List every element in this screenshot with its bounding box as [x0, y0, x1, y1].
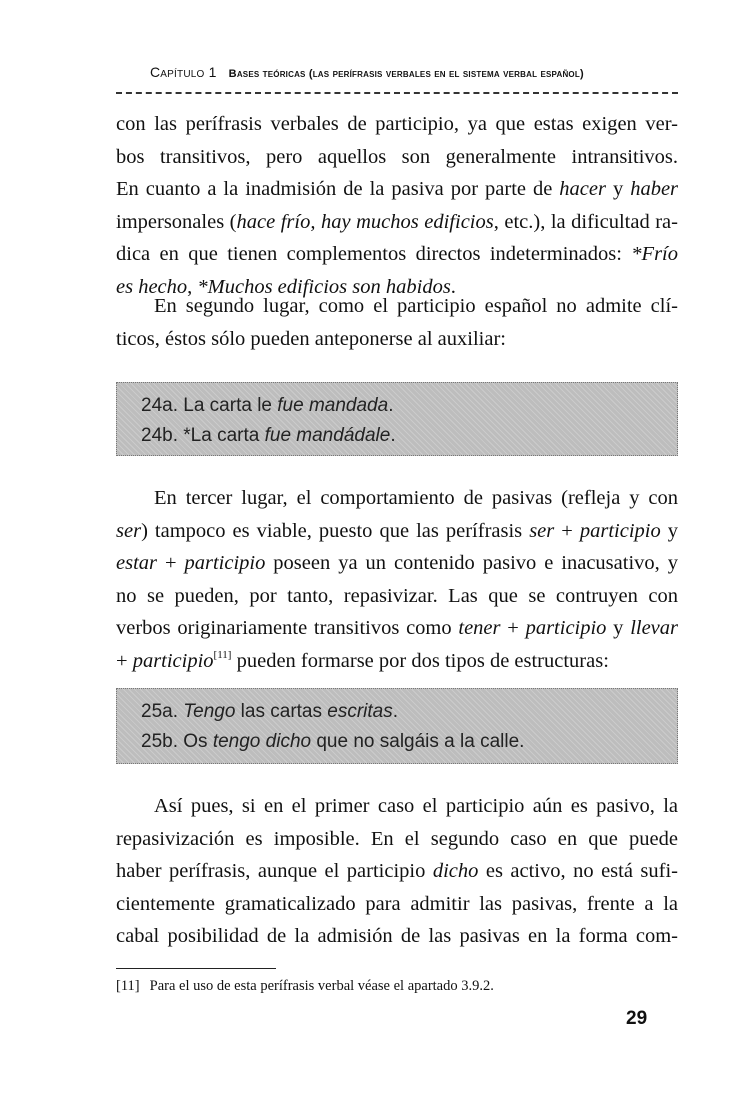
paragraph-1	[116, 108, 678, 304]
text-line: dica en que tienen complementos directos indeterminados: *Frío	[116, 243, 678, 266]
header-dashed-rule	[116, 92, 678, 94]
paragraph-4	[116, 790, 678, 953]
page-number: 29	[626, 1008, 648, 1029]
running-head-title: Bases teóricas (las perífrasis verbales en el sistema verbal español)	[228, 68, 584, 80]
footnote-text: Para el uso de esta perífrasis verbal véase el apartado 3.9.2.	[149, 978, 494, 994]
text-line: ser) tampoco es viable, puesto que las perífrasis ser + participio y	[116, 519, 679, 542]
footnote-reference: [11]	[213, 648, 232, 661]
text-line: estar + participio poseen ya un contenido pasivo e inacusativo, y	[116, 552, 678, 575]
example-25a: 25a. Tengo las cartas escritas.	[141, 701, 399, 722]
text-line: Así pues, si en el primer caso el participio aún es pasivo, la	[154, 795, 678, 817]
text-line: En tercer lugar, el comportamiento de pasivas (refleja y con	[154, 487, 678, 509]
text-line: En segundo lugar, como el participio español no admite clí-	[154, 295, 678, 317]
text-line: cientemente gramaticalizado para admitir las pasivas, frente a la	[116, 892, 678, 915]
text-line: bos transitivos, pero aquellos son generalmente intransitivos.	[116, 145, 678, 168]
footnote	[116, 976, 676, 996]
footnote-separator	[116, 968, 276, 969]
paragraph-3	[116, 482, 678, 678]
example-24a: 24a. La carta le fue mandada.	[141, 395, 394, 416]
text-line: + participio[11] pueden formarse por dos tipos de estructuras:	[116, 648, 609, 672]
example-24b: 24b. *La carta fue mandádale.	[141, 425, 396, 446]
text-line: haber perífrasis, aunque el participio dicho es activo, no está sufi-	[116, 860, 678, 883]
footnote-number: [11]	[116, 978, 140, 994]
text-line: es hecho, *Muchos edificios son habidos.	[116, 275, 456, 298]
text-line: verbos originariamente transitivos como tener + participio y llevar	[116, 617, 679, 640]
text-line: impersonales (hace frío, hay muchos edificios, etc.), la dificultad ra-	[116, 210, 678, 233]
example-25b: 25b. Os tengo dicho que no salgáis a la calle.	[141, 731, 525, 752]
text-line: repasivización es imposible. En el segundo caso en que puede	[116, 827, 678, 850]
text-line: no se pueden, por tanto, repasivizar. Las que se contruyen con	[116, 584, 678, 607]
text-line: cabal posibilidad de la admisión de las pasivas en la forma com-	[116, 925, 678, 948]
text-line: En cuanto a la inadmisión de la pasiva por parte de hacer y haber	[116, 178, 679, 201]
paragraph-2	[116, 290, 678, 355]
running-head	[150, 64, 670, 80]
example-block-25	[116, 688, 678, 764]
running-head-chapter: Capítulo 1	[150, 64, 217, 80]
text-line: con las perífrasis verbales de participio, ya que estas exigen ver-	[116, 113, 678, 135]
text-line: ticos, éstos sólo pueden anteponerse al auxiliar:	[116, 327, 506, 350]
example-block-24	[116, 382, 678, 456]
